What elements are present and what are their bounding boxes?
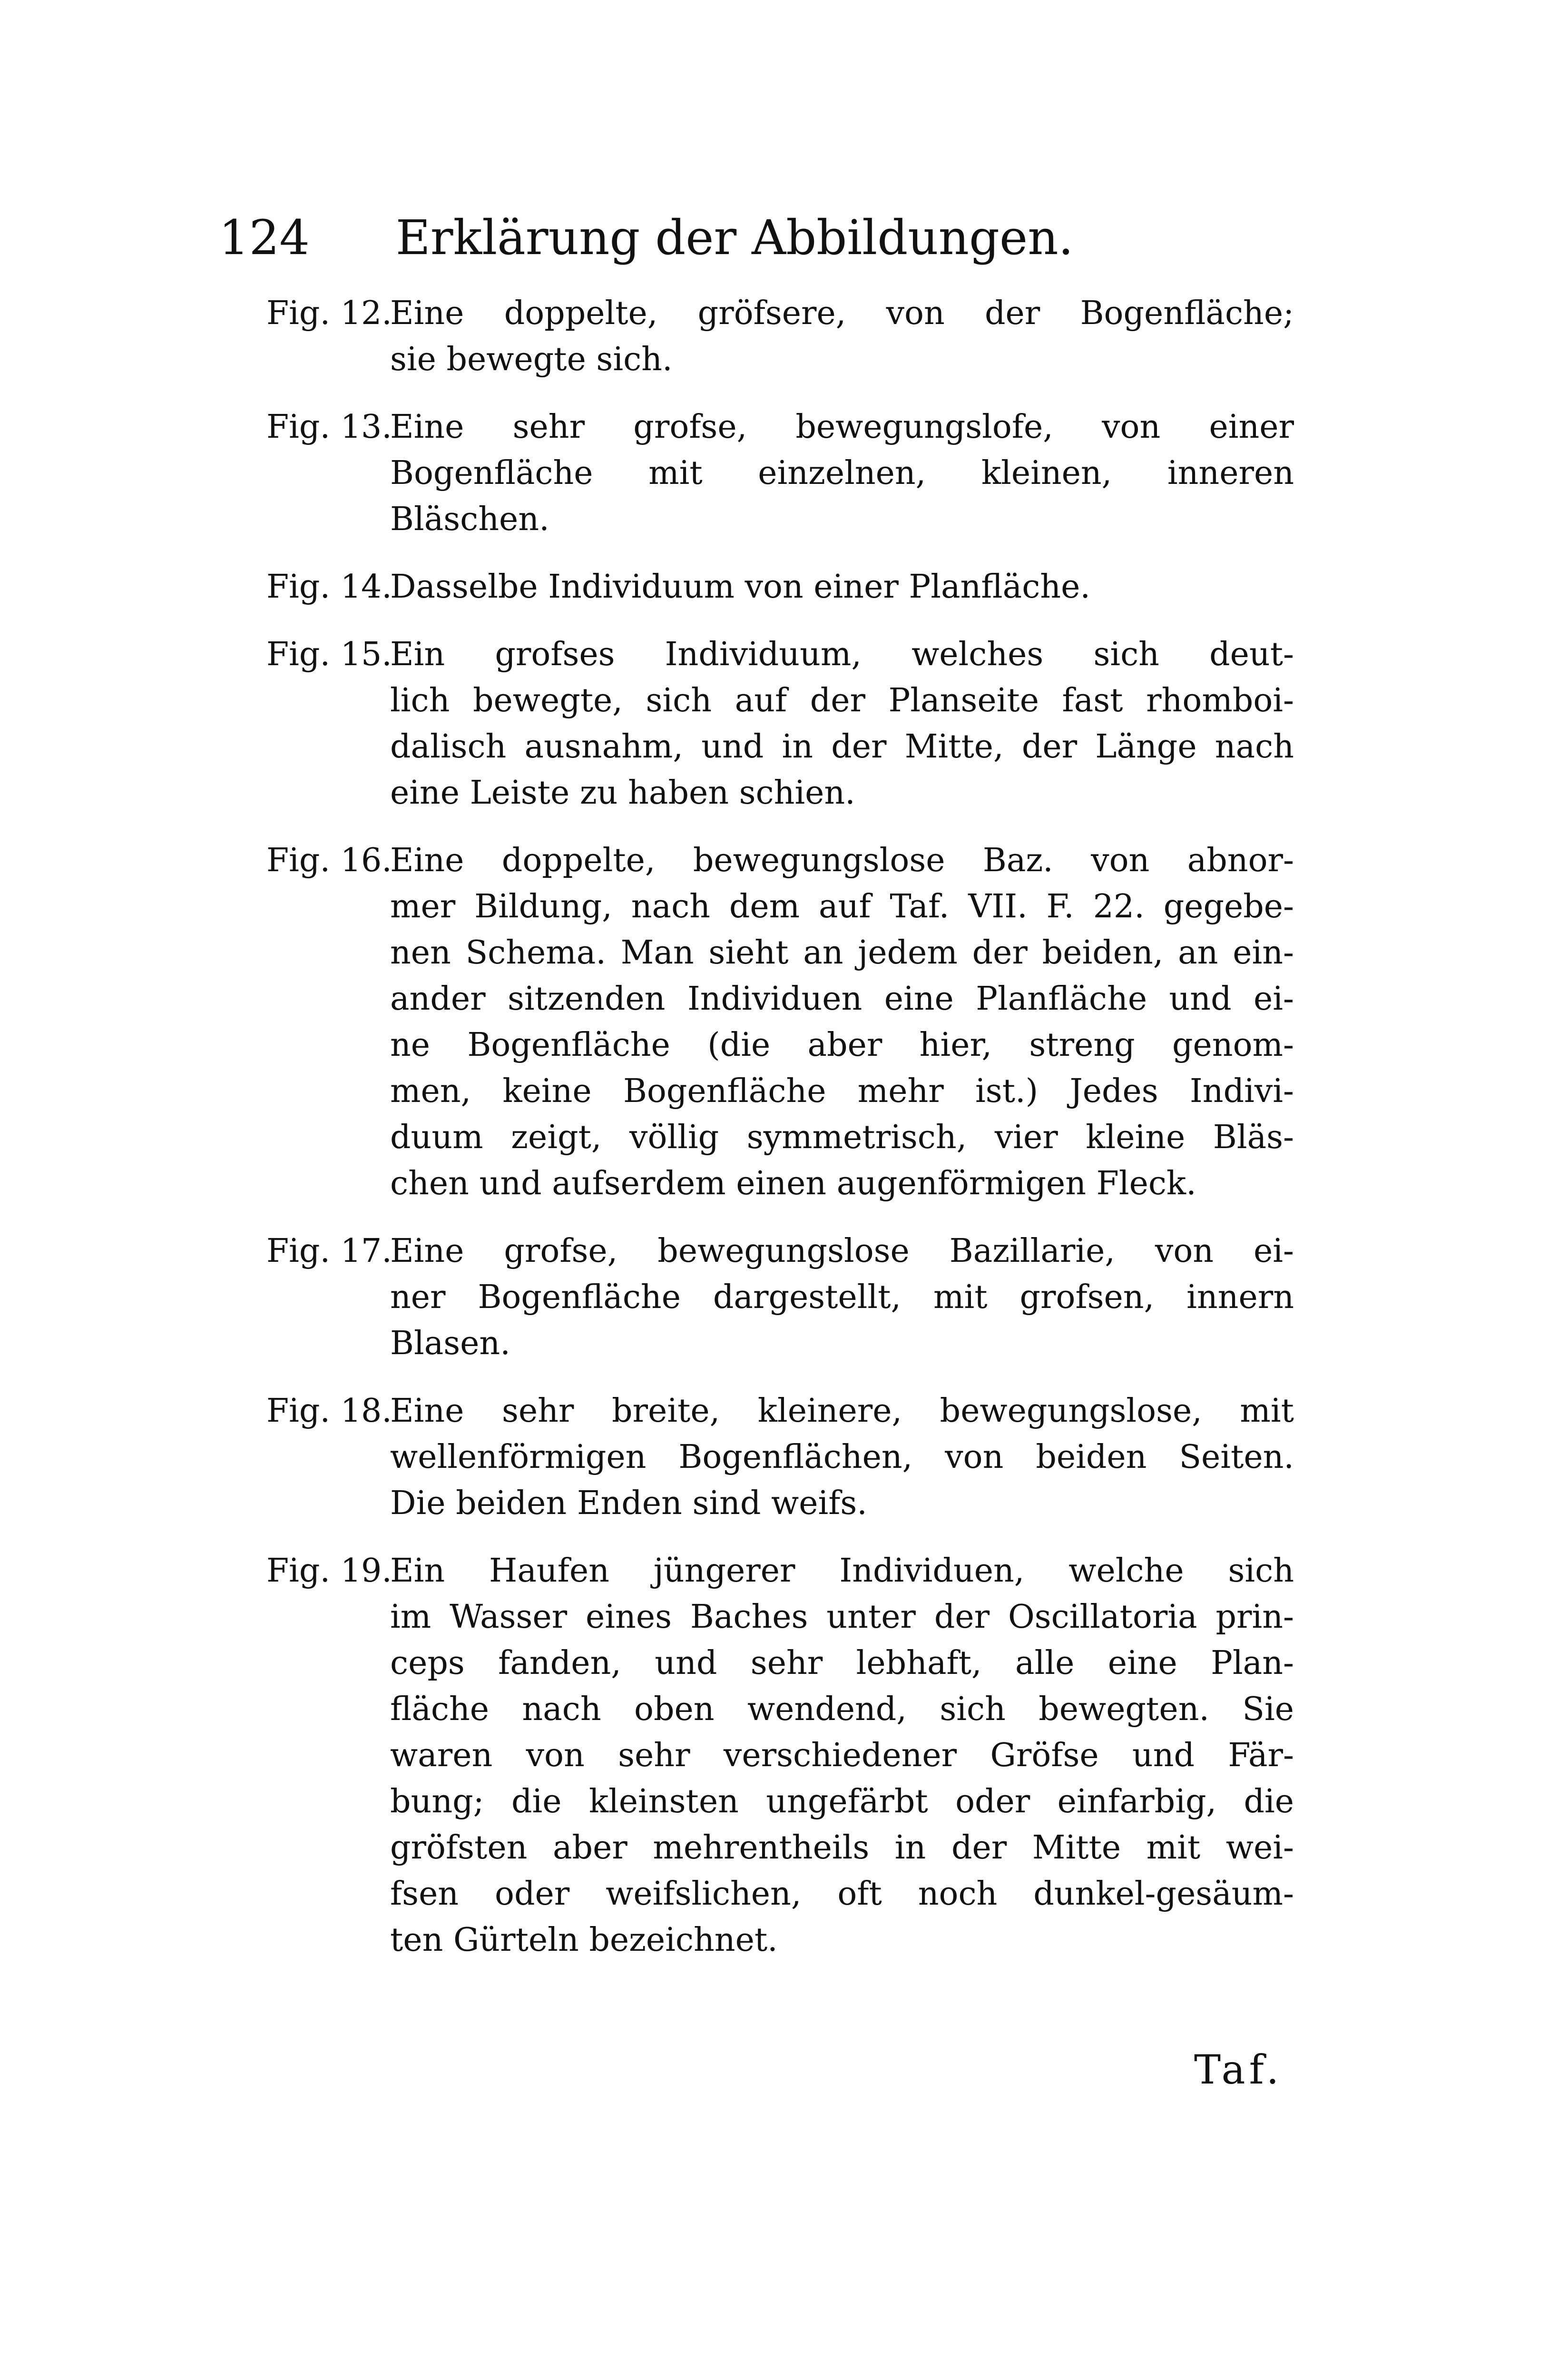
text-line: Die beiden Enden sind weifs.	[390, 1484, 867, 1522]
text-line: Eine doppelte, bewegungslose Baz. von abnor-	[390, 842, 1294, 879]
text-line: sie bewegte sich.	[390, 341, 673, 378]
figure-label: Fig. 18.	[266, 1392, 392, 1430]
text-line: eine Leiste zu haben schien.	[390, 774, 855, 812]
figure-entry	[266, 290, 1294, 383]
text-line: Bläschen.	[390, 501, 549, 538]
figure-entry	[266, 1228, 1294, 1366]
text-line: men, keine Bogenfläche mehr ist.) Jedes Indivi-	[390, 1072, 1294, 1110]
text-line: im Wasser eines Baches unter der Oscillatoria prin-	[390, 1598, 1294, 1636]
catchword: Taf.	[1194, 2046, 1283, 2093]
text-line: Eine sehr grofse, bewegungslofe, von einer	[390, 408, 1294, 446]
text-line: Ein Haufen jüngerer Individuen, welche sich	[390, 1552, 1294, 1590]
text-line: mer Bildung, nach dem auf Taf. VII. F. 22. gegebe-	[390, 888, 1294, 925]
text-line: fläche nach oben wendend, sich bewegten. Sie	[390, 1691, 1294, 1728]
text-line: Bogenfläche mit einzelnen, kleinen, inneren	[390, 454, 1294, 492]
text-line: nen Schema. Man sieht an jedem der beiden, an ein-	[390, 934, 1294, 972]
text-line: ner Bogenfläche dargestellt, mit grofsen, innern	[390, 1278, 1294, 1316]
figure-entry	[266, 631, 1294, 816]
figure-label: Fig. 15.	[266, 636, 392, 673]
figure-explanations	[266, 290, 1294, 1985]
text-line: chen und aufserdem einen augenförmigen Fleck.	[390, 1165, 1196, 1202]
text-line: ne Bogenfläche (die aber hier, streng genom-	[390, 1026, 1294, 1064]
text-line: wellenförmigen Bogenflächen, von beiden Seiten.	[390, 1438, 1294, 1476]
figure-entry	[266, 564, 1294, 610]
figure-entry	[266, 837, 1294, 1207]
figure-entry	[266, 404, 1294, 542]
text-line: Blasen.	[390, 1325, 510, 1362]
text-line: gröfsten aber mehrentheils in der Mitte mit wei-	[390, 1829, 1294, 1867]
text-line: ceps fanden, und sehr lebhaft, alle eine Plan-	[390, 1644, 1294, 1682]
text-line: lich bewegte, sich auf der Planseite fast rhomboi-	[390, 682, 1294, 719]
text-line: bung; die kleinsten ungefärbt oder einfarbig, die	[390, 1783, 1294, 1820]
figure-label: Fig. 16.	[266, 842, 392, 879]
text-line: dalisch ausnahm, und in der Mitte, der Länge nach	[390, 728, 1294, 766]
text-line: Eine grofse, bewegungslose Bazillarie, von ei-	[390, 1232, 1294, 1270]
figure-entry	[266, 1388, 1294, 1526]
running-title: Erklärung der Abbildungen.	[395, 210, 1074, 265]
page-header	[219, 205, 1313, 271]
figure-label: Fig. 14.	[266, 568, 392, 606]
text-line: fsen oder weifslichen, oft noch dunkel-gesäum-	[390, 1875, 1294, 1913]
text-line: ten Gürteln bezeichnet.	[390, 1921, 778, 1959]
text-line: duum zeigt, völlig symmetrisch, vier kleine Bläs-	[390, 1119, 1294, 1156]
figure-label: Fig. 17.	[266, 1232, 392, 1270]
text-line: Dasselbe Individuum von einer Planfläche.	[390, 568, 1090, 606]
text-line: waren von sehr verschiedener Gröfse und Fär-	[390, 1737, 1294, 1774]
figure-entry	[266, 1548, 1294, 1963]
text-line: ander sitzenden Individuen eine Planfläche und ei-	[390, 980, 1294, 1018]
text-line: Eine sehr breite, kleinere, bewegungslose, mit	[390, 1392, 1294, 1430]
figure-label: Fig. 19.	[266, 1552, 392, 1590]
figure-label: Fig. 12.	[266, 295, 392, 332]
figure-label: Fig. 13.	[266, 408, 392, 446]
text-line: Eine doppelte, gröfsere, von der Bogenfläche;	[390, 295, 1294, 332]
text-line: Ein grofses Individuum, welches sich deut-	[390, 636, 1294, 673]
page-number: 124	[219, 210, 310, 265]
